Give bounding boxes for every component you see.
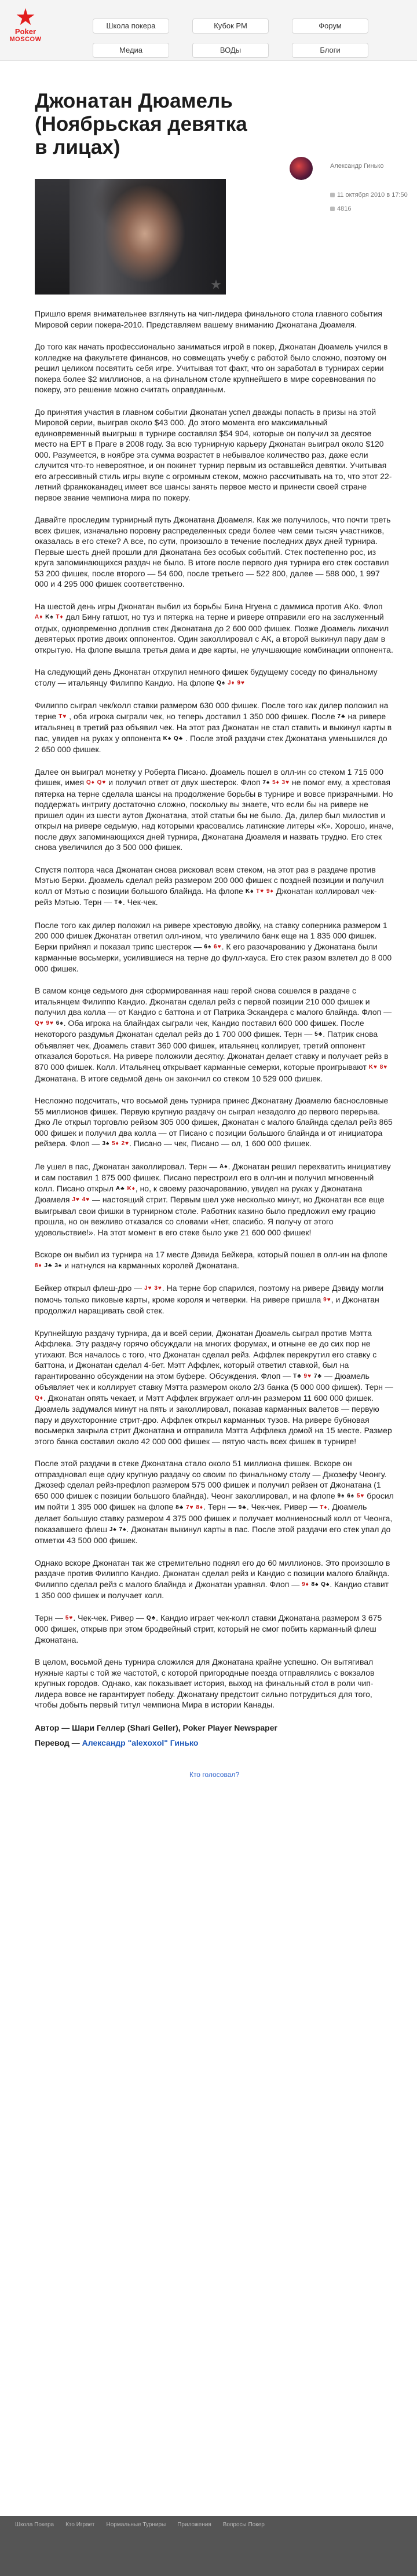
nav-item-media[interactable]: Медиа [93, 43, 169, 58]
playing-card: Q♦ [35, 1394, 43, 1401]
playing-card: Q♣ [171, 735, 184, 742]
playing-card: 3♠ [52, 1262, 63, 1269]
playing-card: 7♠ [116, 1526, 127, 1533]
article-paragraph: Давайте проследим турнирный путь Джонатана Дюамеля. Как же получилось, что почти треть всех фишек, изначально поровну распределенных среди более чем семи тысяч участников, оказалась в его стеке? А все, по сути, произошло в течение последних двух дней турнира. Первые шесть дней прошли для Джонатана без особых событий. Стек постепенно рос, из круга запоминающихся раздач не было. В итоге после первого дня турнира его стек составил 53 200 фишек, после второго — 54 600, после третьего — 522 800, далее — 588 000, 1 997 000 и 4 295 000 фишек соответственно. [35, 515, 391, 588]
playing-card: 3♠ [102, 1140, 110, 1147]
main-nav [93, 19, 394, 58]
article-body [0, 295, 417, 1710]
card-group [220, 1162, 228, 1173]
playing-card: K♠ [43, 614, 54, 621]
card-group [323, 1295, 331, 1306]
footer-links [15, 2522, 265, 2528]
nav-item-poker-school[interactable]: Школа покера [93, 19, 169, 34]
credit-author: Автор — Шари Геллер (Shari Geller), Poker Player Newspaper [35, 1723, 277, 1732]
article-paragraph: В целом, восьмой день турнира сложился для Джонатана крайне успешно. Он вытягивал нужные карты с той же частотой, с которой пригородные поезда отправлялись с вокзалов крупных городов. Однако, как показывает история, выход на финальный стол в роли чип-лидера вовсе не гарантирует победу. Джонатану предстоит сильно потрудиться для того, чтобы добыть первый титул чемпиона Мира в истории Канады. [35, 1657, 375, 1710]
card-group [369, 1062, 387, 1073]
playing-card: 9♦ [302, 1581, 309, 1588]
credit-translation-label: Перевод [35, 1738, 70, 1747]
article-paragraph: Бейкер открыл флеш-дро — J♥ 3♥. На терне бор спарился, поэтому на ривере Дэвиду могли помочь только пиковые карты, кроме короля и четверки. На ривере пришла 9♥, и Джонатан продолжил наращивать свой стек. [35, 1283, 384, 1316]
playing-card: 5♦ [270, 779, 280, 786]
card-group [175, 1503, 203, 1514]
nav-item-forum[interactable]: Форум [292, 19, 368, 34]
playing-card: 9♥ [323, 1296, 331, 1303]
playing-card: Q♥ [35, 1020, 44, 1026]
playing-card: 9♣ [238, 1504, 247, 1511]
view-count-text: 4816 [337, 205, 352, 212]
playing-card: 9♥ [301, 1372, 312, 1379]
card-group [102, 1139, 129, 1150]
article-paragraph: Пришло время внимательнее взглянуть на чип-лидера финального стола главного события Мировой серии покера-2010. Представляем вашему вниманию Джонатана Дюамеля. [35, 309, 382, 329]
article-paragraph: Однако вскоре Джонатан так же стремительно поднял его до 60 миллионов. Это произошло в раздаче против Филиппо Кандио. Джонатан сделал рейз и Кандио с позиции малого блайнда. Филиппо сделал рейз с малого блайнда и Джонатан уравнял. Флоп — 9♦ 8♠ Q♠. Кандио ставит 1 350 000 фишек и получает колл. [35, 1558, 390, 1600]
article-paragraph: Несложно подсчитать, что восьмой день турнира принес Джонатану Дюамелю баснословные 55 миллионов фишек. Первую крупную раздачу он сыграл незадолго до первого перерыва. Джо Ле открыл торговлю рейзом 305 000 фишек, Джонатан с малого блайнда сделал рейз 865 000 фишек и получил два колла — от Писано с позиции большого блайнда и от инициатора рейзера. Флоп — 3♠ 5♦ 2♥. Писано — чек, Писано — ол, 1 600 000 фишек. [35, 1095, 394, 1150]
playing-card: A♣ [115, 1185, 125, 1192]
article-paragraph: Спустя полтора часа Джонатан снова рисковал всем стеком, на этот раз в раздаче против Мэтью Берки. Дюамель сделал рейз размером 200 000 фишек с поздней позиции и получил колл от Мэтью с позиции большого блайнда. На флопе K♠ T♥ 9♦ Джонатан коллировал чек-рейз Мэтью. Терн — T♣. Чек-чек. [35, 864, 394, 908]
playing-card: 9♥ [235, 679, 245, 686]
playing-card: K♦ [125, 1185, 136, 1192]
author-name[interactable]: Александр Гинько [330, 163, 384, 170]
article-paragraph: На следующий день Джонатан отхрупил немного фишек будущему соседу по финальному столу — итальянцу Филиппо Кандио. На флопе Q♠ J♦ 9♥ [35, 667, 394, 689]
nav-item-pm-cup[interactable]: Кубок РМ [192, 19, 269, 34]
article-credits [0, 1722, 417, 1779]
translator-link[interactable]: Александр "alexoxol" Гинько [82, 1738, 199, 1747]
logo-name: Poker [14, 27, 36, 36]
playing-card: 2♥ [119, 1140, 130, 1147]
article-photo [35, 179, 226, 295]
card-group [109, 1525, 127, 1536]
playing-card: J♥ [144, 1285, 152, 1292]
playing-card: J♠ [109, 1526, 117, 1533]
card-group [204, 942, 221, 953]
playing-card: T♦ [320, 1504, 328, 1511]
playing-card: 8♠ [309, 1581, 319, 1588]
playing-card: Q♥ [94, 779, 107, 786]
playing-card: T♦ [53, 614, 64, 621]
card-group [147, 1613, 156, 1624]
nav-item-vody[interactable]: ВОДы [192, 43, 269, 58]
playing-card: Q♦ [86, 779, 95, 786]
card-group [338, 1491, 365, 1502]
article-paragraph: Вскоре он выбил из турнира на 17 месте Дэвида Бейкера, который пошел в олл-ин на флопе 8♦ J♣ 3♠ и натнулся на карманных королей Джонатана. [35, 1249, 394, 1271]
card-group [35, 612, 64, 623]
playing-card: 5♥ [65, 1614, 74, 1621]
playing-card: T♣ [114, 899, 123, 906]
card-group [302, 1580, 330, 1591]
playing-card: T♥ [58, 713, 67, 720]
card-group [314, 1029, 323, 1040]
watermark-icon [211, 279, 221, 290]
article-paragraph: Терн — 5♥. Чек-чек. Ривер — Q♣. Кандио играет чек-колл ставки Джонатана размером 3 675 000 фишек, открыв при этом бродвейный стрит, который не смог побить карманный флеш Джонатана. [35, 1613, 382, 1644]
playing-card: 7♣ [337, 713, 346, 720]
card-group [338, 712, 346, 723]
playing-card: T♥ [254, 888, 265, 895]
article-paragraph: До принятия участия в главном событии Джонатан успел дважды попасть в призы на этой Мировой серии, выиграв около $43 000. До этого момента его максимальный единовременный выигрыш в турнире составлял $54 904, которые он получил за десятое место на EPT в Праге в 2008 году. За всю турнирную карьеру Джонатан выиграл около $120 000. Разумеется, в ноябре эта сумма возрастет в небывалое количество раз, даже если случится что-то невероятное, и он покинет турнир первым из оставшейся девятки. Учитывая его агрессивный стиль игры вкупе с огромным стеком, можно рассчитывать на то, что этот 22-летний франкоканадец имеет все шансы занять первое место и принести своей стране первое звание чемпиона мира по покеру. [35, 407, 392, 502]
playing-card: 8♦ [193, 1504, 204, 1511]
article-paragraph: Филиппо сыграл чек/колл ставки размером 630 000 фишек. После того как дилер положил на терне T♥ , оба игрока сыграли чек, но теперь доставил 1 350 000 фишек. После 7♣ на ривере итальянец в третий раз объявил чек. На этот раз Джонатан не стал ставить и выкинул карты в пас, увидев на руках у оппонента K♠ Q♣ . После этой раздачи стек Джонатана уменьшился до 2 650 000 фишек. [35, 701, 392, 755]
article-paragraph: В самом конце седьмого дня сформированная наш герой снова сошелся в раздаче с итальянцем Филиппо Кандио. Джонатан сделал рейз с первой позиции 210 000 фишек и получил два колла — от Кандио с баттона и от Патрика Эскандера с малого блайнда. Флоп — Q♥ 9♥ 6♠. Оба игрока на блайндах сыграли чек, Кандио поставил 600 000 фишек. После некоторого раздумья Джонатан сделал рейз до 1 700 000 фишек. Терн — 5♣. Патрик снова объявляет чек, Дюамель ставит 360 000 фишек, итальянец коллирует, третий оппонент отказался бороться. На ривере положили десятку. Джонатан делает ставку и получает рейз в 870 000 фишек. Колл. Итальянец открывает карманные семерки, которые проигрывают K♥ 8♥ Джонатана. В итоге седьмой день он закончил со стеком 10 529 000 фишек. [35, 986, 392, 1083]
playing-card: A♦ [35, 614, 43, 621]
playing-card: 7♠ [262, 779, 270, 786]
card-group [35, 1393, 43, 1404]
playing-card: 6♠ [204, 943, 212, 950]
playing-card: 7♣ [312, 1372, 322, 1379]
playing-card: J♦ [225, 679, 235, 686]
playing-card: 6♠ [345, 1492, 355, 1499]
playing-card: Q♣ [146, 1614, 156, 1621]
article-header [0, 61, 417, 212]
star-icon [16, 8, 35, 27]
card-group [35, 1018, 64, 1029]
playing-card: 8♦ [35, 1262, 42, 1269]
playing-card: K♠ [245, 888, 254, 895]
card-group [58, 712, 67, 723]
card-group [246, 886, 274, 897]
footer-link-questions[interactable]: Вопросы Покер [222, 2522, 265, 2528]
playing-card: 3♥ [152, 1285, 162, 1292]
playing-card: 9♦ [264, 888, 274, 895]
site-footer [0, 2516, 417, 2576]
playing-card: 6♠ [54, 1020, 64, 1026]
article-paragraph: После того как дилер положил на ривере хрестовую двойку, на ставку соперника размером 1 200 000 фишек Джонатан ответил олл-ином, что увеличило банк еще на 1 835 000 фишек. Берки прийнял и показал трипс шестерок — 6♠ 6♥. К его разочарованию у Джонатана были карманные восьмерки, усилившиеся на терне до фулл-хауса. Его стек разом взлетел до 8 000 000 фишек. [35, 920, 392, 973]
playing-card: J♣ [42, 1262, 53, 1269]
playing-card: J♥ [72, 1197, 80, 1204]
credit-author-label: Автор [35, 1723, 60, 1732]
playing-card: 6♥ [211, 943, 222, 950]
card-group [293, 1371, 322, 1382]
playing-card: K♠ [163, 735, 172, 742]
article-paragraph: Крупнейшую раздачу турнира, да и всей серии, Джонатан Дюамель сыграл против Мэтта Аффлека. Эту раздачу горячо обсуждали на многих форумах, и отныне ее до сих пор не утихают. Вся началось с того, что Джонатан сделал рейз. Аффлек перекрутил его ставку с баттона, и Джонатан сделал 4-бет. Мэтт Аффлек, который ответил ставкой, был на гарантированно обсуждении на этом буфере. Обсуждения. Флоп — T♣ 9♥ 7♣ — Дюамель объявляет чек и коллирует ставку Мэтта размером около 2/3 банка (5 000 000 фишек). Терн — Q♦. Джонатан опять чекает, и Мэтт Аффлек вгружает олл-ин размером 11 600 000 фишек. Дюамель задумался минут на пять и заколлировал, показав карманных валетов — первую пару и двухсторонние стрит-дро. Аффлек открыл карманных тузов. На ривере бубновая восьмерка закрыла стрит Джонатана и отправила Мэтта Аффлека домой на 15 месте. Размер этого банка составил около 42 000 000 фишек — пятую часть всех фишек в турнире! [35, 1328, 393, 1446]
photo-shadow [35, 179, 70, 295]
card-group [144, 1283, 162, 1294]
article-title: Джонатан Дюамель (Ноябрьская девятка в лицах) [35, 90, 247, 159]
card-group [163, 734, 184, 745]
card-group [262, 778, 290, 789]
site-header [0, 0, 417, 61]
playing-card: Q♠ [319, 1581, 330, 1588]
card-group [86, 778, 106, 789]
playing-card: T♣ [293, 1372, 302, 1379]
author-avatar[interactable] [290, 157, 313, 180]
article-paragraph: До того как начать профессионально заниматься игрой в покер, Джонатан Дюамель учился в колледже на факультете финансов, но совмещать учебу с работой было сложно, поэтому он решил целиком посвятить себя игре. Учитывая тот факт, что он заработал в турнирах серии покера более $2 миллионов, а на финальном столе крупнейшего в мире соревнования по покеру, это решение можно считать оправданным. [35, 342, 388, 394]
card-group [72, 1195, 90, 1206]
playing-card: 5♣ [314, 1031, 323, 1038]
card-group [239, 1503, 247, 1514]
playing-card: Q♠ [217, 679, 226, 686]
article-paragraph: На шестой день игры Джонатан выбил из борьбы Бина Нгуена с даммиса против АКо. Флоп A♦ K♠ T♦ дал Бину гатшот, но туз и пятерка на терне и ривере отправили его на заслуженный отдых, одновременно доплнив стек Джонатана до 2 600 000 фишек. Позже Дюамель лихачил девятерых против двоих оппонентов. Один заколлировал с АК, а второй выкинул пару дам в открытую. На флопе вышла третья дама и две карты, не улучшающие комбинации оппонента. [35, 601, 393, 654]
playing-card: 9♠ [337, 1492, 345, 1499]
card-group [217, 678, 245, 689]
credit-author-value: Шари Геллер (Shari Geller), Poker Player Newspaper [72, 1723, 277, 1732]
footer-link-tournaments[interactable]: Нормальные Турниры [106, 2522, 166, 2528]
eye-icon [330, 207, 335, 211]
footer-link-who-plays[interactable]: Кто Играет [65, 2522, 95, 2528]
playing-card: 9♥ [43, 1020, 54, 1026]
footer-link-apps[interactable]: Приложения [177, 2522, 211, 2528]
playing-card: 7♥ [184, 1504, 194, 1511]
voters-link[interactable]: Кто голосовал? [189, 1770, 240, 1779]
article-paragraph: Далее он выиграл монетку у Роберта Писано. Дюамель пошел в олл-ин со стеком 1 715 000 фишек, имея Q♦ Q♥ и получил ответ от двух шестерок. Флоп 7♠ 5♦ 3♥ не помог ему, а хрестовая пятерка на терне сделала шансы на продолжение борьбы в турнире и вовсе призрачными. Но поддержать интригу достаточно сложно, поскольку вы знаете, что если бы на ривере не пришел один из шести аутов Джонатана, этой статьи бы не было. Да, дилер был милостив и открыл на ривере седьмую, над которыми красовались латинские литеры «К». Хорошо, иначе, после двух запоминающихся дней турнира, Джонатана Дюамеля и назвать трудно. Его стек снова увеличился до 3 500 000 фишек. [35, 767, 394, 852]
logo-city: MOSCOW [9, 36, 42, 43]
card-group [320, 1503, 327, 1514]
calendar-icon [330, 193, 335, 197]
publish-date [330, 192, 408, 198]
playing-card: 4♥ [79, 1197, 90, 1204]
card-group [116, 1184, 136, 1195]
playing-card: 5♥ [354, 1492, 365, 1499]
card-group [35, 1261, 62, 1272]
playing-card: 8♥ [377, 1064, 388, 1071]
playing-card: 5♦ [109, 1140, 119, 1147]
playing-card: 8♣ [175, 1504, 184, 1511]
article-paragraph: После этой раздачи в стеке Джонатана стало около 51 миллиона фишек. Вскоре он отпраздновал еще одну крупную раздачу со своим по финальному столу — Джозефу Чеонгу. Джозеф сделал рейз-префлоп размером 575 000 фишек и получил рейзен от Джонатана (1 650 000 фишек с позиции большого блайнда). Чеонг заколлировал, и на флопе 9♠ 6♠ 5♥ бросил им пойти 1 395 000 фишек на флопе 8♣ 7♥ 8♦. Терн — 9♣. Чек-чек. Ривер — T♦. Дюамель делает большую ставку размером 4 375 000 фишек и получает молниеносный колл от Чеонга, показавшего флеш J♠ 7♠. Джонатан выкинул карты в пас. После этой раздачи его стек упал до отметки 43 500 000 фишек. [35, 1459, 394, 1545]
publish-date-text: 11 октября 2010 в 17:50 [337, 192, 408, 198]
playing-card: K♥ [368, 1064, 378, 1071]
article-paragraph: Ле ушел в пас, Джонатан заколлировал. Терн — A♠. Джонатан решил перехватить инициативу и сам поставил 1 875 000 фишек. Писано перестроил его в олл-ин и получил мгновенный колл. Писано открыл A♣ K♦, но, к своему разочарованию, увидел на руках у Джонатана Дюамеля J♥ 4♥ — настоящий стрит. Первым шел уже несколько минут, но Джонатан все еще выигрывал свои фишки в турнирном столе. Работник казино было предложил ему грацию прошла, но он вежливо отказался со словами «Нет, спасибо. Я получу от этого удовольствие!». На этот момент в его стеке было уже 21 600 000 фишек! [35, 1161, 391, 1237]
playing-card: A♠ [220, 1163, 228, 1170]
site-logo[interactable] [7, 8, 44, 50]
view-count [330, 205, 351, 212]
credit-translation: Перевод — Александр "alexoxol" Гинько [35, 1738, 199, 1747]
footer-link-poker-school[interactable]: Школа Покера [15, 2522, 54, 2528]
nav-item-blogs[interactable]: Блоги [292, 43, 368, 58]
card-group [114, 897, 123, 908]
playing-card: 3♥ [279, 779, 290, 786]
card-group [65, 1613, 74, 1624]
